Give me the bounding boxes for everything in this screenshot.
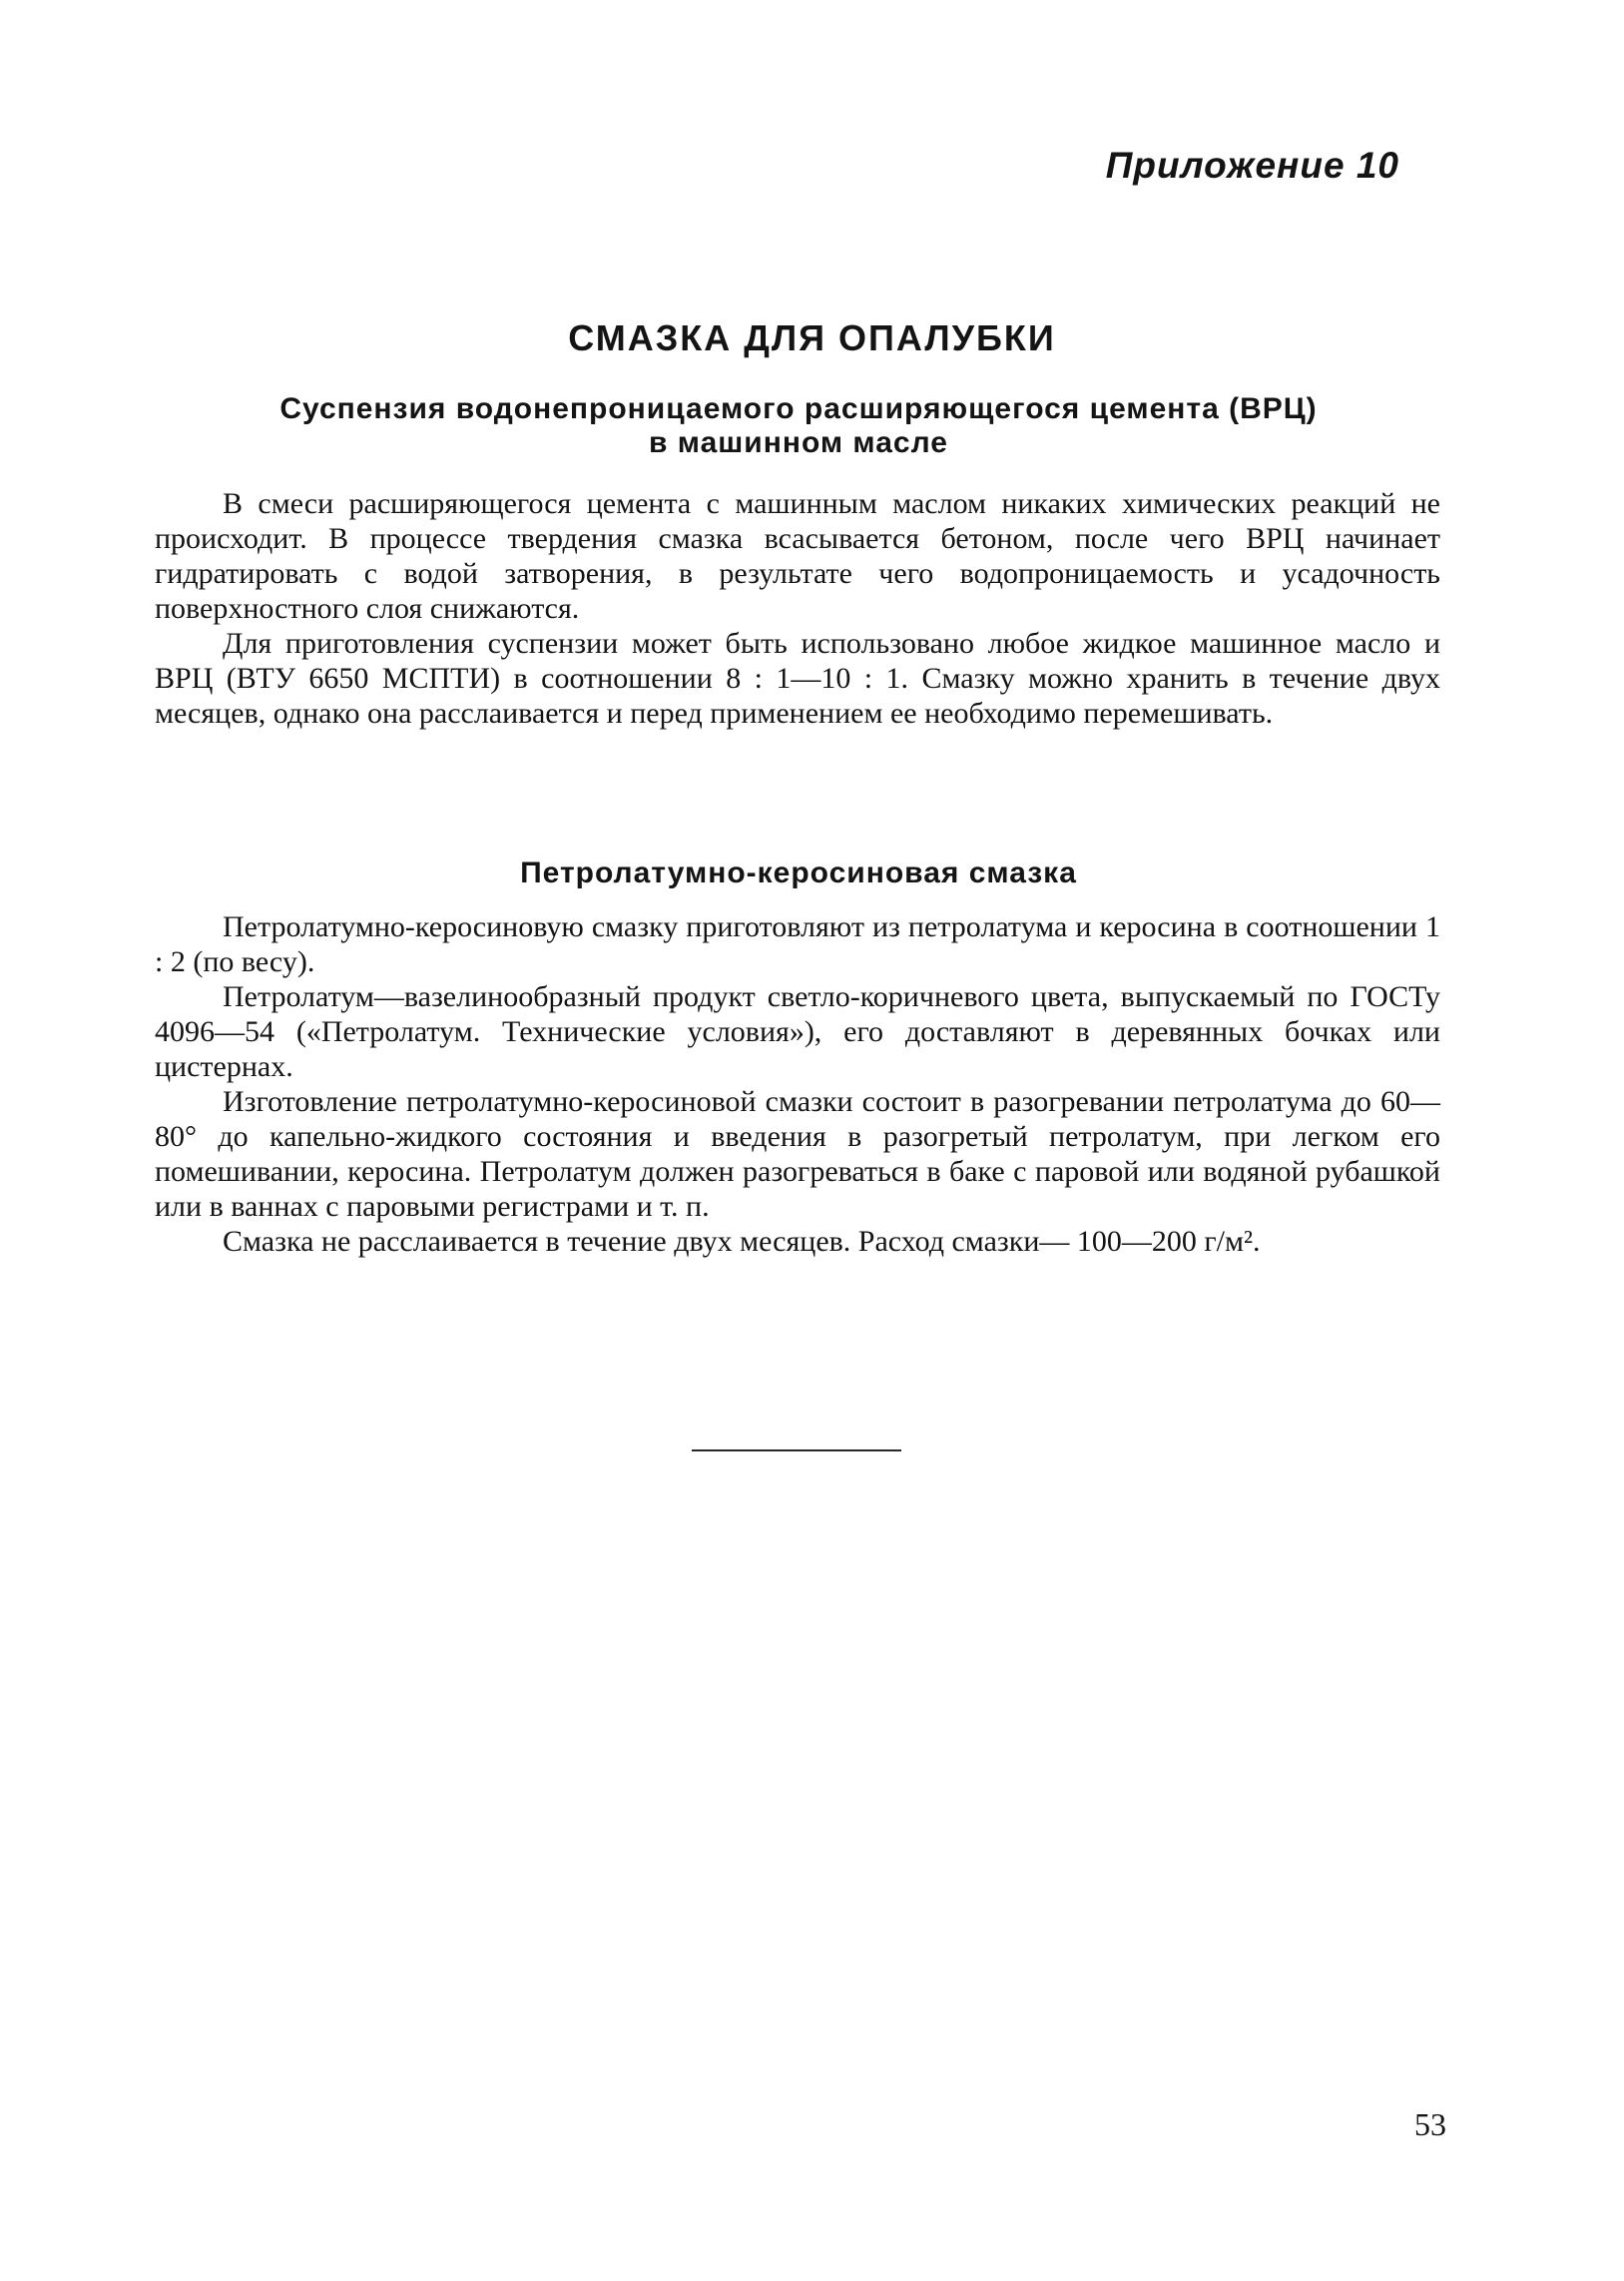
section-heading-line: в машинном масле (649, 426, 948, 459)
section-heading-vrc (150, 392, 1447, 460)
section-body-petrolatum (155, 909, 1440, 1259)
paragraph: Петролатум—вазелинообразный продукт светло-коричневого цвета, выпускаемый по ГОСТу 4096—54 («Петролатум. Технические условия»), его доставляют в деревянных бочках или цистернах. (155, 980, 1440, 1083)
section-heading-line: Суспензия водонепроницаемого расширяющегося цемента (ВРЦ) (279, 392, 1318, 425)
section-heading-petrolatum (150, 856, 1447, 890)
paragraph: Изготовление петролатумно-керосиновой смазки состоит в разогревании петролатума до 60—80° до капельно-жидкого состояния и введения в разогретый петролатум, при легком его помешивании, керосина. Петролатум должен разогреваться в баке с паровой или водяной рубашкой или в ваннах с паровыми регистрами и т. п. (155, 1085, 1440, 1223)
section-heading-line: Петролатумно-керосиновая смазка (520, 856, 1077, 889)
paragraph: Смазка не расслаивается в течение двух месяцев. Расход смазки— 100—200 г/м². (223, 1225, 1261, 1258)
paragraph: Для приготовления суспензии может быть использовано любое жидкое машинное масло и ВРЦ (ВТУ 6650 МСПТИ) в соотношении 8 : 1—10 : 1. Смазку можно хранить в течение двух месяцев, однако она расслаивается и перед применением ее необходимо перемешивать. (155, 627, 1440, 730)
paragraph: В смеси расширяющегося цемента с машинным маслом никаких химических реакций не происходит. В процессе твердения смазка всасывается бетоном, после чего ВРЦ начинает гидратировать с водой затворения, в результате чего водопроницаемость и усадочность поверхностного слоя снижаются. (155, 487, 1440, 625)
section-body-vrc (155, 486, 1440, 731)
end-divider (692, 1449, 901, 1451)
appendix-label: Приложение 10 (1105, 145, 1399, 186)
page-title: СМАЗКА ДЛЯ ОПАЛУБКИ (568, 317, 1056, 358)
page-number: 53 (1414, 2106, 1446, 2142)
paragraph: Петролатумно-керосиновую смазку приготовляют из петролатума и керосина в соотношении 1 : 2 (по весу). (155, 910, 1440, 978)
